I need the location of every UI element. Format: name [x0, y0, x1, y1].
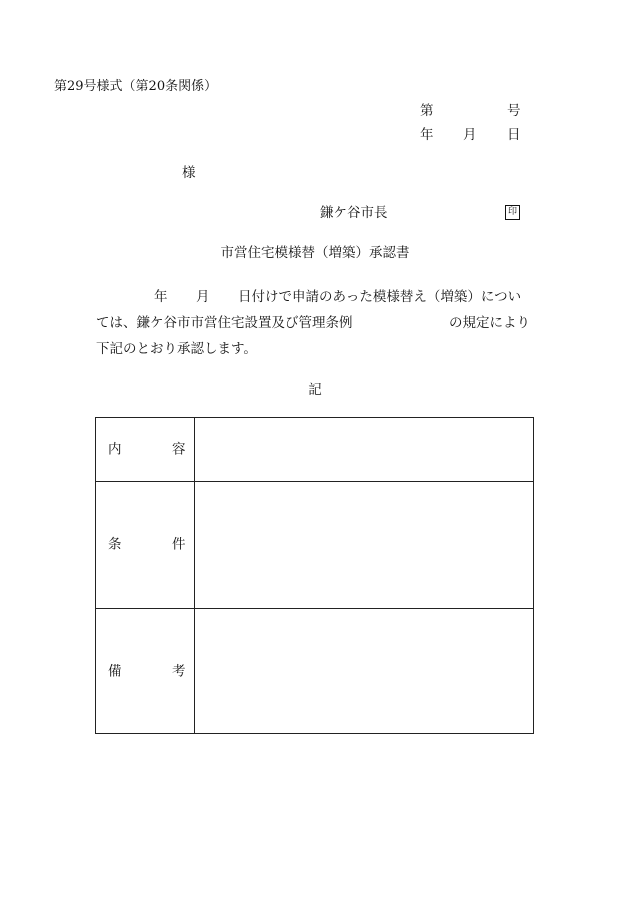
label-char: 件	[172, 536, 186, 553]
value-cell-content[interactable]	[195, 418, 533, 481]
document-number-prefix: 第	[420, 103, 434, 119]
date-year-label: 年	[420, 127, 434, 143]
label-cell-content	[96, 418, 195, 481]
date-month-label: 月	[463, 127, 477, 143]
table-row-conditions	[96, 482, 533, 609]
seal-mark: 印	[505, 205, 520, 220]
body-line-3: 下記のとおり承認します。	[96, 341, 257, 357]
label-char: 容	[172, 440, 186, 457]
form-number: 第29号様式（第20条関係）	[54, 79, 218, 94]
body-month-label: 月	[196, 289, 210, 305]
label-char: 考	[172, 662, 186, 679]
ki-heading: 記	[308, 382, 322, 398]
body-line-2a: ては、鎌ケ谷市市営住宅設置及び管理条例	[96, 315, 353, 331]
value-cell-remarks[interactable]	[195, 609, 533, 734]
table-row-content	[96, 418, 533, 482]
label-char: 条	[108, 536, 122, 553]
label-cell-conditions	[96, 482, 195, 608]
value-cell-conditions[interactable]	[195, 482, 533, 608]
label-cell-remarks	[96, 609, 195, 734]
table-row-remarks	[96, 609, 533, 734]
body-year-label: 年	[154, 289, 168, 305]
body-line-1: 日付けで申請のあった模様替え（増築）につい	[238, 289, 522, 305]
document-number-suffix: 号	[507, 103, 521, 119]
date-day-label: 日	[507, 127, 521, 143]
label-char: 備	[108, 662, 122, 679]
body-line-2b: の規定により	[449, 315, 530, 331]
addressee-suffix: 様	[182, 165, 196, 181]
document-title: 市営住宅模様替（増築）承認書	[220, 245, 410, 261]
issuer-name: 鎌ケ谷市長	[320, 205, 388, 221]
record-table	[95, 417, 534, 734]
label-char: 内	[108, 440, 122, 457]
